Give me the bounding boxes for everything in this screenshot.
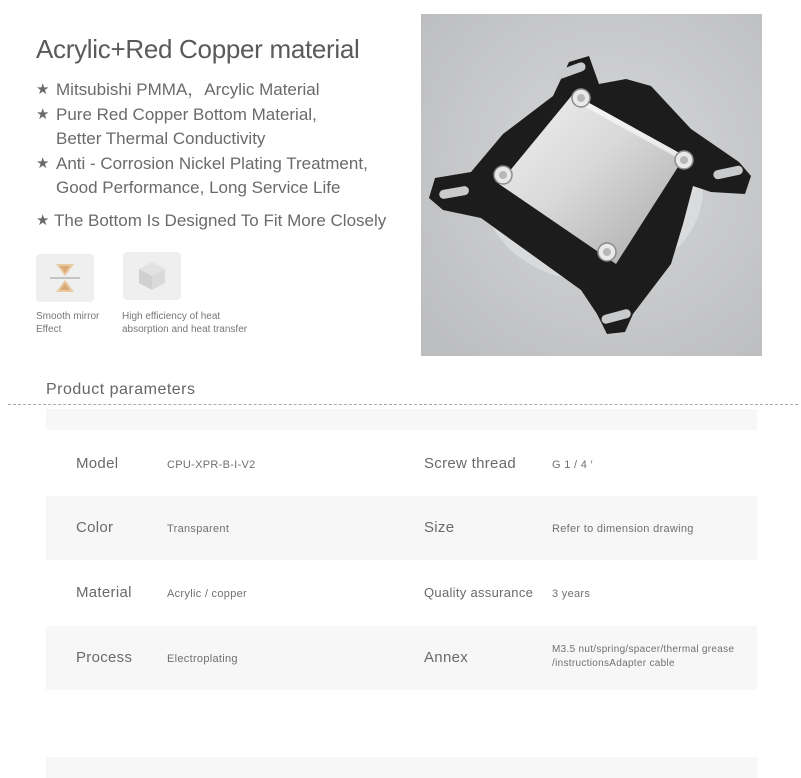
- param-value: [552, 643, 734, 671]
- feature-text: Mitsubishi PMMA，Arcylic Material: [56, 80, 320, 99]
- feature-item: [36, 209, 386, 234]
- param-label: Screw thread: [424, 455, 516, 472]
- table-band: [46, 757, 757, 778]
- cube-caption: [122, 310, 247, 336]
- feature-item: [36, 152, 386, 201]
- param-label: Size: [424, 519, 455, 536]
- mirror-caption: [36, 310, 99, 336]
- caption-line: Effect: [36, 324, 62, 335]
- star-icon: ★: [36, 81, 50, 98]
- param-label: Quality assurance: [424, 585, 534, 600]
- annex-line: M3.5 nut/spring/spacer/thermal grease: [552, 644, 735, 655]
- section-title: Product parameters: [46, 381, 196, 398]
- star-icon: ★: [36, 211, 50, 229]
- caption-line: High efficiency of heat: [122, 311, 221, 322]
- feature-item: [36, 103, 386, 152]
- star-icon: ★: [36, 105, 50, 123]
- feature-text: The Bottom Is Designed To Fit More Closely: [54, 210, 387, 230]
- caption-line: Smooth mirror: [36, 311, 100, 322]
- param-value: Acrylic / copper: [167, 588, 247, 600]
- param-value: Electroplating: [167, 653, 238, 665]
- star-icon: ★: [36, 154, 50, 172]
- divider: [8, 404, 798, 405]
- param-label: Material: [76, 584, 132, 601]
- param-value: CPU-XPR-B-I-V2: [167, 459, 256, 471]
- param-value: 3 years: [552, 588, 591, 600]
- product-photo: [421, 14, 762, 356]
- feature-text: Anti - Corrosion Nickel Plating Treatment,: [56, 153, 368, 173]
- page-title: Acrylic+Red Copper material: [36, 34, 360, 64]
- feature-item: [36, 78, 386, 103]
- annex-line: /instructionsAdapter cable: [552, 658, 675, 669]
- param-value: Transparent: [167, 523, 230, 535]
- mirror-icon: [36, 254, 94, 302]
- feature-text: Better Thermal Conductivity: [56, 129, 266, 148]
- feature-text: Good Performance, Long Service Life: [56, 178, 341, 197]
- param-label: Process: [76, 649, 133, 666]
- table-band: [46, 409, 757, 430]
- feature-text: Pure Red Copper Bottom Material,: [56, 104, 317, 124]
- cube-icon: [123, 252, 181, 300]
- param-label: Annex: [424, 649, 469, 666]
- feature-list: [36, 78, 386, 233]
- param-value: Refer to dimension drawing: [552, 523, 694, 535]
- param-label: Model: [76, 455, 119, 472]
- caption-line: absorption and heat transfer: [122, 324, 248, 335]
- param-value: G 1 / 4 ′: [552, 459, 593, 471]
- param-label: Color: [76, 519, 114, 536]
